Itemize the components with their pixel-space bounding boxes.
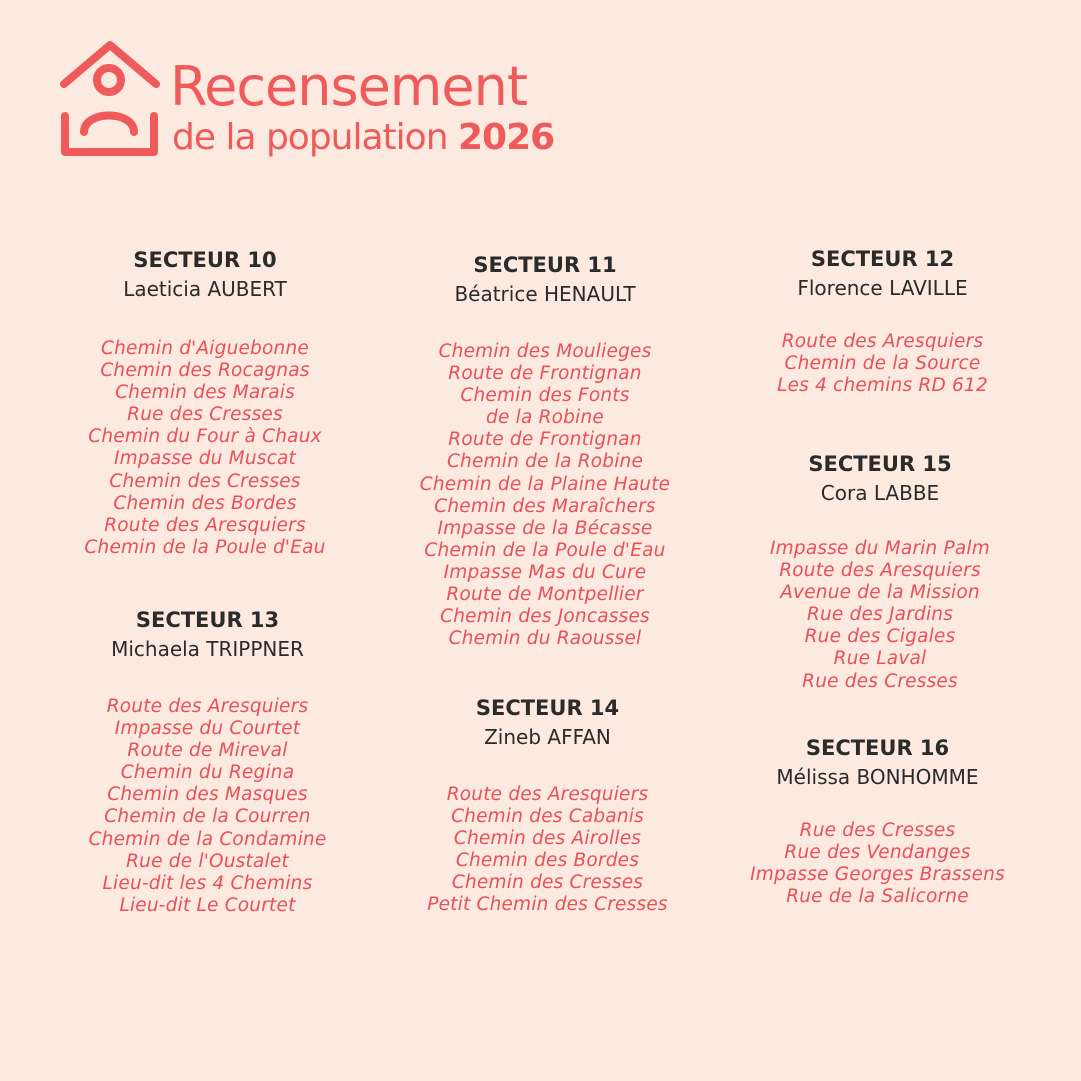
street-item: Chemin des Maraîchers	[434, 495, 656, 517]
street-item: Rue de la Salicorne	[786, 886, 969, 908]
sector-title: SECTEUR 14	[475, 696, 620, 720]
street-item: Route des Aresquiers	[104, 514, 306, 536]
street-item: Chemin des Cresses	[451, 872, 644, 894]
street-item: Chemin du Four à Chaux	[88, 426, 322, 448]
brand-year: 2026	[457, 117, 555, 158]
street-list	[740, 331, 1025, 397]
street-item: Chemin des Rocagnas	[100, 360, 310, 382]
street-item: Chemin des Bordes	[113, 492, 297, 514]
sector-agent: Florence LAVILLE	[797, 276, 968, 300]
street-item: Impasse Georges Brassens	[750, 864, 1005, 886]
street-item: Route des Aresquiers	[446, 784, 649, 805]
street-item: Route des Aresquiers	[781, 331, 984, 352]
street-item: Chemin du Regina	[120, 762, 295, 784]
street-list	[400, 784, 695, 917]
sector-13	[60, 606, 355, 917]
street-item: Lieu-dit Le Courtet	[119, 894, 296, 916]
sector-11	[390, 251, 700, 650]
street-item: Chemin de la Poule d'Eau	[84, 536, 326, 558]
street-item: Chemin de la Courren	[104, 806, 311, 828]
street-list	[60, 338, 350, 559]
street-item: Chemin des Cresses	[109, 470, 301, 492]
sector-title: SECTEUR 11	[473, 253, 617, 277]
sector-agent: Michaela TRIPPNER	[111, 637, 304, 661]
street-item: Chemin des Masques	[107, 784, 308, 806]
street-item: Rue des Vendanges	[784, 842, 971, 864]
street-item: Impasse Mas du Cure	[443, 561, 647, 583]
sector-title: SECTEUR 10	[133, 248, 277, 272]
street-item: Lieu-dit les 4 Chemins	[102, 872, 313, 894]
sector-title: SECTEUR 15	[808, 452, 952, 476]
street-item: Chemin de la Source	[784, 353, 981, 375]
street-item: Petit Chemin des Cresses	[427, 894, 668, 916]
street-item: Route des Aresquiers	[779, 560, 981, 582]
street-list	[390, 341, 700, 650]
street-item: Route de Frontignan	[448, 429, 642, 451]
census-logo	[60, 40, 580, 170]
brand-subtitle	[172, 117, 555, 158]
sector-16	[725, 734, 1030, 908]
sector-agent: Mélissa BONHOMME	[776, 765, 979, 789]
sector-agent: Béatrice HENAULT	[454, 282, 636, 306]
sector-agent: Zineb AFFAN	[484, 725, 611, 749]
street-item: Impasse du Marin Palm	[770, 538, 990, 559]
street-item: Chemin des Moulieges	[438, 341, 652, 362]
street-item: Rue Laval	[833, 648, 927, 670]
sector-14	[400, 694, 695, 917]
street-item: Chemin des Cabanis	[451, 806, 644, 828]
brand-title: Recensement	[170, 55, 528, 118]
street-list	[725, 820, 1030, 908]
sector-title: SECTEUR 16	[805, 736, 950, 760]
sector-agent: Laeticia AUBERT	[123, 277, 287, 301]
street-item: Impasse du Muscat	[114, 448, 296, 470]
street-item: Chemin de la Poule d'Eau	[424, 539, 666, 561]
street-item: Avenue de la Mission	[780, 582, 980, 604]
street-item: Chemin d'Aiguebonne	[101, 338, 309, 359]
street-item: Chemin des Joncasses	[440, 606, 650, 628]
sector-agent: Cora LABBE	[820, 481, 940, 505]
street-item: Chemin de la Condamine	[88, 828, 327, 850]
brand-subtitle-text: de la population	[172, 117, 448, 158]
street-item: Chemin de la Robine	[446, 451, 644, 473]
street-item: Route de Mireval	[127, 740, 288, 762]
sector-title: SECTEUR 13	[135, 608, 280, 632]
street-item: Chemin des Marais	[115, 382, 295, 404]
street-item: Rue des Cigales	[804, 626, 956, 648]
street-item: Chemin du Raoussel	[448, 628, 642, 650]
sector-title: SECTEUR 12	[810, 247, 955, 271]
street-item: Rue de l'Oustalet	[126, 850, 289, 872]
sector-12	[740, 245, 1025, 397]
street-item: de la Robine	[486, 407, 604, 429]
street-item: Impasse de la Bécasse	[437, 517, 653, 539]
street-item: Chemin des Fonts	[460, 385, 630, 407]
sector-15	[735, 450, 1025, 693]
house-person-icon	[60, 40, 160, 160]
street-list	[60, 696, 355, 917]
sector-10	[60, 246, 350, 559]
street-item: Route de Montpellier	[446, 584, 644, 606]
street-list	[735, 538, 1025, 693]
street-item: Rue des Cresses	[802, 670, 958, 692]
street-item: Rue des Cresses	[799, 820, 956, 841]
street-item: Route de Frontignan	[448, 363, 642, 385]
street-item: Chemin des Airolles	[453, 828, 642, 850]
street-item: Chemin des Bordes	[455, 850, 640, 872]
street-item: Rue des Cresses	[127, 404, 283, 426]
street-item: Route des Aresquiers	[106, 696, 309, 717]
street-item: Les 4 chemins RD 612	[777, 375, 988, 397]
street-item: Chemin de la Plaine Haute	[419, 473, 671, 495]
street-item: Rue des Jardins	[806, 604, 954, 626]
street-item: Impasse du Courtet	[114, 718, 301, 740]
